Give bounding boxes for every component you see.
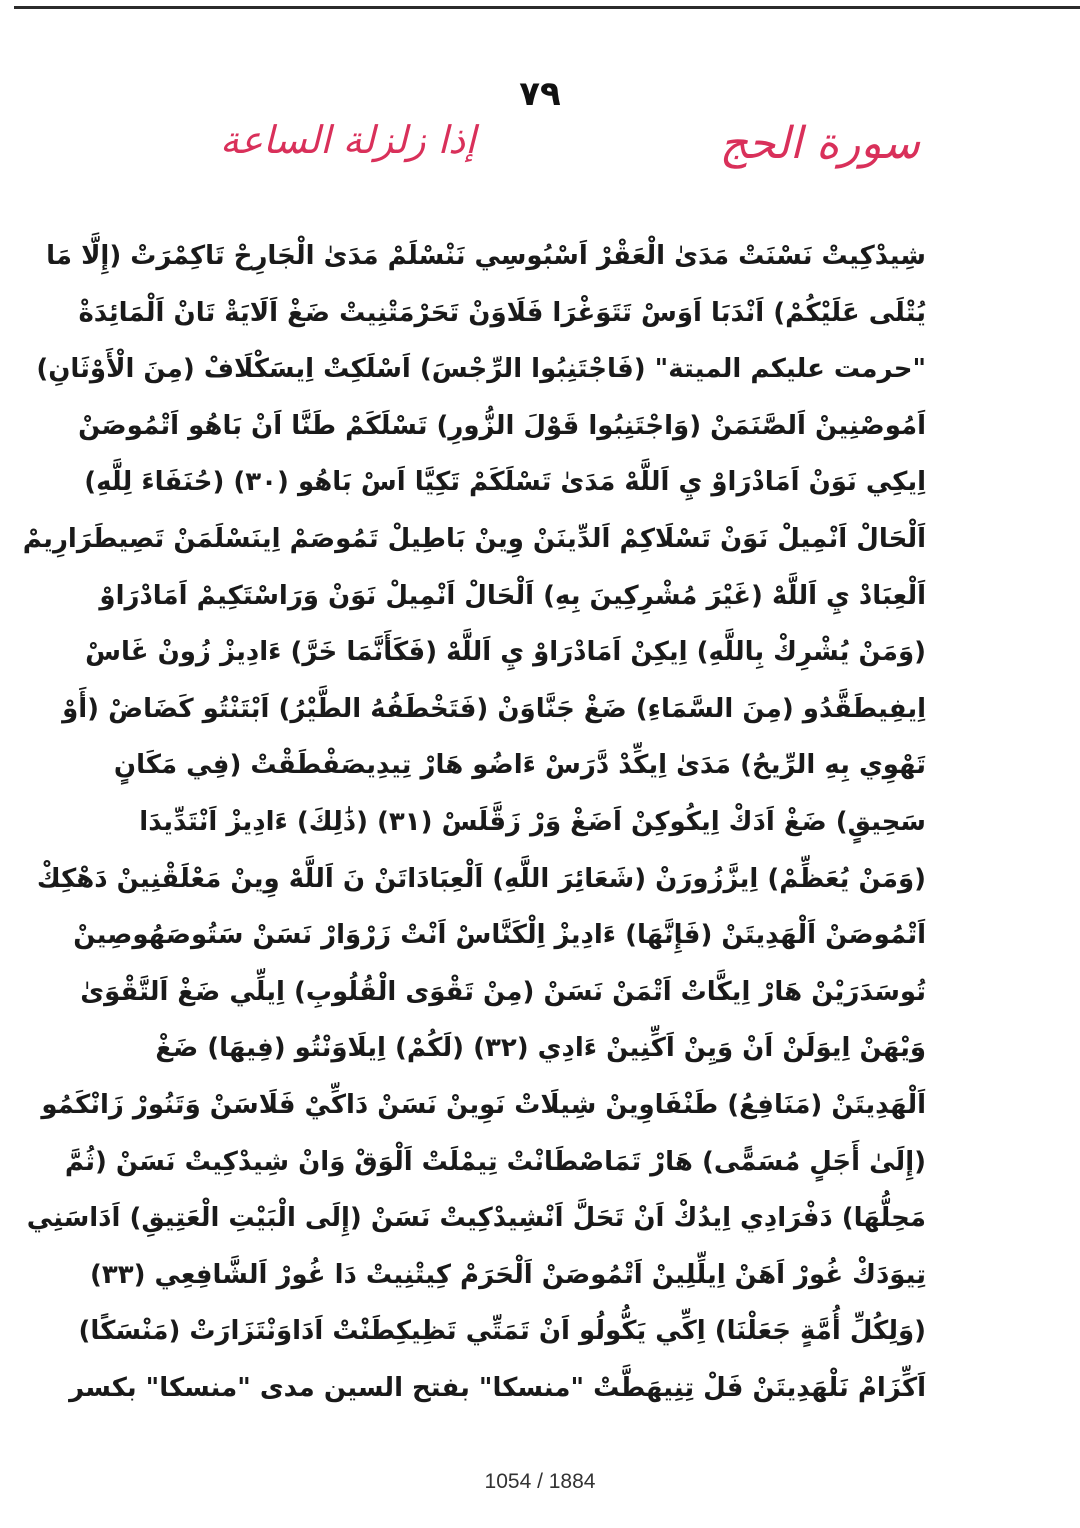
text-line: اَلْهَدِيتَنْ (مَنَافِعُ) طَنْفَاوِينْ شِيلَاتْ نَوِينْ نَسَنْ دَاكِّيْ فَلَاسَنْ وَتَنُورْ زَانْكَمُو xyxy=(41,1089,926,1120)
text-line: شِيدْكِيتْ نَسْنَتْ مَدَىٰ الْعَقْرْ اَسْبُوسِي نَنْسْلَمْ مَدَىٰ الْجَارِحْ تَاكِمْرَتْ (إِلَّا مَا xyxy=(46,241,926,271)
text-line: اِيفِيطَقَّدُو (مِنَ السَّمَاءِ) ضَغْ جَنَّاوَنْ (فَتَخْطَفُهُ الطَّيْرُ) اَبْتَنْتُو كَضَاضْ (أَوْ xyxy=(62,693,926,724)
text-line: اَلْعِبَادْ يِ اَللَّهْ (غَيْرَ مُشْرِكِينَ بِهِ) اَلْحَالْ اَنْمِيلْ نَوَنْ وَرَاسْتَكِيمْ اَمَادْرَاوْ xyxy=(99,580,926,611)
text-line: (إِلَىٰ أَجَلٍ مُسَمًّى) هَارْ تَمَاصْطَانْتْ تِيمْلَتْ اَلْوَقْ وَانْ شِيدْكِيتْ نَسَنْ (ثُمَّ xyxy=(64,1146,926,1177)
text-line: تُوسَدَرَيْنْ هَارْ اِيكَّاتْ اَتْمَنْ نَسَنْ (مِنْ تَقْوَى الْقُلُوبِ) اِيلِّي ضَغْ اَلتَّقْوَىٰ xyxy=(80,976,926,1007)
text-line: مَحِلُّهَا) دَفْرَادِي اِيدُكْ اَنْ تَحَلَّ اَنْشِيدْكِيتْ نَسَنْ (إِلَى الْبَيْتِ الْعَتِيقِ) اَدَاسَنِي xyxy=(26,1203,926,1234)
text-line: (وَمَنْ يُشْرِكْ بِاللَّهِ) اِيكِنْ اَمَادْرَاوْ يِ اَللَّهْ (فَكَأَنَّمَا خَرَّ) ءَادِيزْ زُونْ غَاسْ xyxy=(85,637,926,668)
handwritten-surah-title: سورة الحج xyxy=(719,118,920,169)
page-counter: 1054 / 1884 xyxy=(484,1470,596,1493)
text-line: وَيْهَنْ اِيوَلَنْ اَنْ وَيِنْ اَكِّنِينْ ءَادِي (٣٢) (لَكُمْ) اِيلَاوَنْتُو (فِيهَا) ضَغْ xyxy=(155,1033,926,1064)
text-line: اَكِّزَامْ نَلْهَدِيتَنْ فَلْ تِنِيهَطَّتْ "منسكا" بفتح السين مدى "منسكا" بكسر xyxy=(69,1372,926,1403)
text-line: اَمُوصْنِينْ اَلصَّنَمَنْ (وَاجْتَنِبُوا قَوْلَ الزُّورِ) تَسْلَكَمْ طَنَّا اَنْ بَاهُو اَتْمُوصَنْ xyxy=(78,410,926,441)
text-line: (وَمَنْ يُعَظِّمْ) اِيزَّزُورَنْ (شَعَائِرَ اللَّهِ) اَلْعِبَادَاتَنْ نَ اَللَّهْ وِينْ مَعْلَقْنِينْ دَهْكِكْ xyxy=(36,863,926,894)
text-line: يُتْلَى عَلَيْكُمْ) اَنْدَبَا اَوَسْ تَتَوَغْرَا فَلَاوَنْ تَحَرْمَتْنِيتْ ضَغْ اَلَايَةْ تَانْ اَلْمَائِدَةْ xyxy=(78,297,926,328)
page-number: ٧٩ xyxy=(519,74,561,114)
text-line: سَحِيقٍ) ضَغْ اَدَكْ اِيكُوكِنْ اَضَغْ وَرْ زَقَّلَسْ (٣١) (ذَٰلِكَ) ءَادِيزْ اَنْتَدِّيدَا xyxy=(139,806,926,837)
page-body-text xyxy=(22,228,926,1416)
text-line: "حرمت عليكم الميتة" (فَاجْتَنِبُوا الرِّجْسَ) اَسْلَكِتْ اِيسَكْلَافْ (مِنَ الْأَوْثَانِ) xyxy=(36,354,926,385)
text-line: اَتْمُوصَنْ اَلْهَدِيتَنْ (فَإِنَّهَا) ءَادِيزْ اِلْكَنَّاسْ اَنْتْ زَرْوَارْ نَسَنْ سَتُوصَهُوصِينْ xyxy=(73,920,926,951)
text-line: اَلْحَالْ اَنْمِيلْ نَوَنْ تَسْلَاكِمْ اَلدِّينَنْ وِينْ بَاطِيلْ تَمُوصَمْ اِينَسْلَمَنْ تَصِيطَرَارِيمْ xyxy=(22,523,926,554)
text-line: تِيوَدَكْ غُورْ اَهَنْ اِيلِّلِينْ اَتْمُوصَنْ اَلْحَرَمْ كِيتْنِيتْ دَا غُورْ اَلشَّافِعِي (٣٣) xyxy=(89,1259,926,1290)
text-line: تَهْوِي بِهِ الرِّيحُ) مَدَىٰ اِيكِّدْ دَّرَسْ ءَاضُو هَارْ تِيدِيصَفْطَقْتْ (فِي مَكَانٍ xyxy=(113,750,926,781)
text-line: (وَلِكُلِّ أُمَّةٍ جَعَلْنَا) اِكِّي يَكُّولُو اَنْ تَمَتِّي تَظِيكِطَنْتْ اَدَاوَنْتَزَارَتْ (مَنْسَكًا) xyxy=(78,1316,926,1347)
top-border-line xyxy=(14,6,1080,9)
handwritten-verse-note: إذا زلزلة الساعة xyxy=(220,118,476,162)
text-line: اِيكِي نَوَنْ اَمَادْرَاوْ يِ اَللَّهْ مَدَىٰ تَسْلَكَمْ تَكِيَّا اَسْ بَاهُو (٣٠) (حُنَفَاءَ لِلَّهِ) xyxy=(84,467,926,498)
